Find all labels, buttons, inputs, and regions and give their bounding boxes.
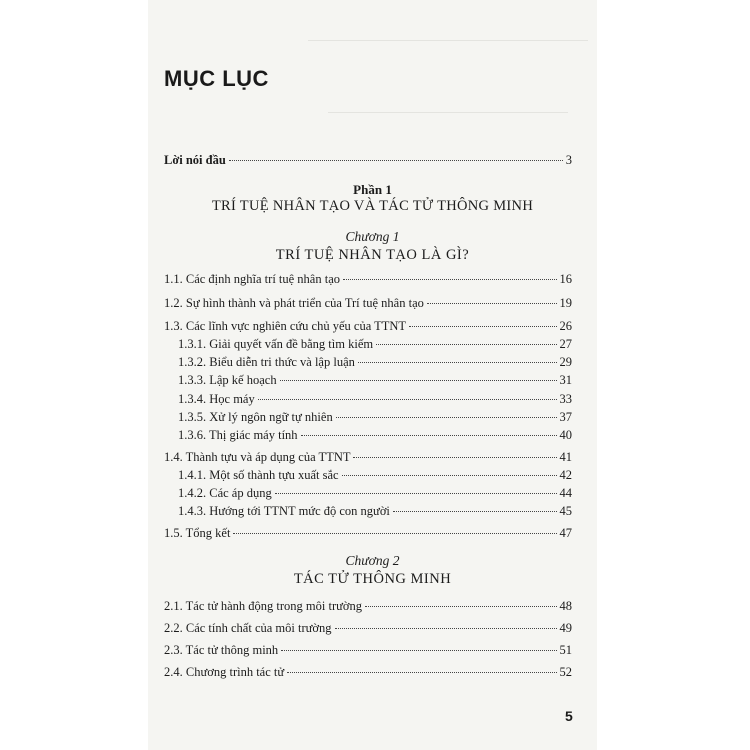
toc-entry-label: 1.3. Các lĩnh vực nghiên cứu chủ yếu của TTNT xyxy=(164,319,407,333)
toc-entry-page: 41 xyxy=(559,450,572,464)
dot-leader xyxy=(353,457,556,458)
toc-entry[interactable] xyxy=(178,410,572,425)
page-number: 5 xyxy=(565,708,573,724)
toc-entry-page: 42 xyxy=(559,468,572,482)
toc-entry-label: 1.4.1. Một số thành tựu xuất sắc xyxy=(178,468,339,482)
toc-entry[interactable] xyxy=(164,621,572,636)
toc-entry-label: 1.3.4. Học máy xyxy=(178,392,255,406)
dot-leader xyxy=(365,606,556,607)
toc-entry-label: 1.3.5. Xử lý ngôn ngữ tự nhiên xyxy=(178,410,333,424)
toc-entry[interactable] xyxy=(178,504,572,519)
toc-entry[interactable] xyxy=(178,468,572,483)
part-title: TRÍ TUỆ NHÂN TẠO VÀ TÁC TỬ THÔNG MINH xyxy=(211,198,534,214)
toc-entry-page: 45 xyxy=(559,504,572,518)
toc-entry[interactable] xyxy=(164,599,572,614)
toc-entry[interactable] xyxy=(164,526,572,541)
toc-entry-label: 1.3.3. Lập kế hoạch xyxy=(178,373,277,387)
dot-leader xyxy=(287,672,556,673)
toc-entry-label: 2.3. Tác tử thông minh xyxy=(164,643,279,657)
toc-entry[interactable] xyxy=(164,272,572,287)
toc-entry-page: 3 xyxy=(565,153,572,167)
toc-entry-label: Lời nói đầu xyxy=(164,153,226,167)
toc-entry-page: 51 xyxy=(559,643,572,657)
toc-entry-page: 33 xyxy=(559,392,572,406)
book-page xyxy=(148,0,597,750)
chapter-label: Chương 2 xyxy=(345,553,400,568)
toc-entry-label: 1.3.1. Giải quyết vấn đề bằng tìm kiếm xyxy=(178,337,374,351)
dot-leader xyxy=(280,380,557,381)
toc-entry-page: 49 xyxy=(559,621,572,635)
toc-entry-page: 40 xyxy=(559,428,572,442)
toc-entry-label: 1.4.3. Hướng tới TTNT mức độ con người xyxy=(178,504,390,518)
toc-entry[interactable] xyxy=(164,296,572,311)
toc-entry[interactable] xyxy=(164,665,572,680)
toc-entry-label: 1.5. Tổng kết xyxy=(164,526,231,540)
toc-entry-page: 19 xyxy=(559,296,572,310)
toc-entry-label: 1.2. Sự hình thành và phát triển của Trí tuệ nhân tạo xyxy=(164,296,424,310)
toc-entry[interactable] xyxy=(164,319,572,334)
toc-entry-page: 52 xyxy=(559,665,572,679)
toc-entry-label: 2.4. Chương trình tác tử xyxy=(164,665,285,679)
dot-leader xyxy=(342,475,557,476)
dot-leader xyxy=(281,650,556,651)
dot-leader xyxy=(258,399,557,400)
toc-entry-page: 29 xyxy=(559,355,572,369)
dot-leader xyxy=(427,303,557,304)
bleed-through-mark xyxy=(308,40,588,41)
toc-entry[interactable] xyxy=(178,428,572,443)
bleed-through-mark xyxy=(328,112,568,113)
dot-leader xyxy=(376,344,556,345)
toc-entry-label: 2.2. Các tính chất của môi trường xyxy=(164,621,332,635)
dot-leader xyxy=(229,160,563,161)
toc-entry[interactable] xyxy=(178,355,572,370)
dot-leader xyxy=(233,533,556,534)
toc-entry-page: 48 xyxy=(559,599,572,613)
dot-leader xyxy=(335,628,557,629)
toc-entry-label: 1.4. Thành tựu và áp dụng của TTNT xyxy=(164,450,351,464)
dot-leader xyxy=(358,362,557,363)
toc-entry[interactable] xyxy=(178,392,572,407)
toc-entry-page: 16 xyxy=(559,272,572,286)
dot-leader xyxy=(301,435,557,436)
toc-entry-page: 27 xyxy=(559,337,572,351)
toc-entry-label: 1.1. Các định nghĩa trí tuệ nhân tạo xyxy=(164,272,341,286)
toc-entry-label: 1.4.2. Các áp dụng xyxy=(178,486,272,500)
toc-entry[interactable] xyxy=(178,373,572,388)
dot-leader xyxy=(343,279,556,280)
dot-leader xyxy=(275,493,557,494)
toc-entry-page: 26 xyxy=(559,319,572,333)
chapter-title: TRÍ TUỆ NHÂN TẠO LÀ GÌ? xyxy=(275,247,470,263)
toc-entry-preface[interactable] xyxy=(164,153,572,168)
chapter-label: Chương 1 xyxy=(345,229,400,244)
toc-entry[interactable] xyxy=(164,450,572,465)
part-label: Phần 1 xyxy=(353,182,392,197)
page-title: MỤC LỤC xyxy=(164,66,269,91)
toc-entry-label: 2.1. Tác tử hành động trong môi trường xyxy=(164,599,363,613)
dot-leader xyxy=(393,511,557,512)
toc-entry-page: 37 xyxy=(559,410,572,424)
toc-entry-page: 44 xyxy=(559,486,572,500)
dot-leader xyxy=(336,417,557,418)
toc-entry[interactable] xyxy=(178,486,572,501)
chapter-title: TÁC TỬ THÔNG MINH xyxy=(293,571,452,587)
toc-entry-label: 1.3.6. Thị giác máy tính xyxy=(178,428,298,442)
toc-entry-page: 31 xyxy=(559,373,572,387)
toc-entry[interactable] xyxy=(164,643,572,658)
toc-entry-label: 1.3.2. Biểu diễn tri thức và lập luận xyxy=(178,355,355,369)
dot-leader xyxy=(409,326,556,327)
toc-entry[interactable] xyxy=(178,337,572,352)
toc-entry-page: 47 xyxy=(559,526,572,540)
